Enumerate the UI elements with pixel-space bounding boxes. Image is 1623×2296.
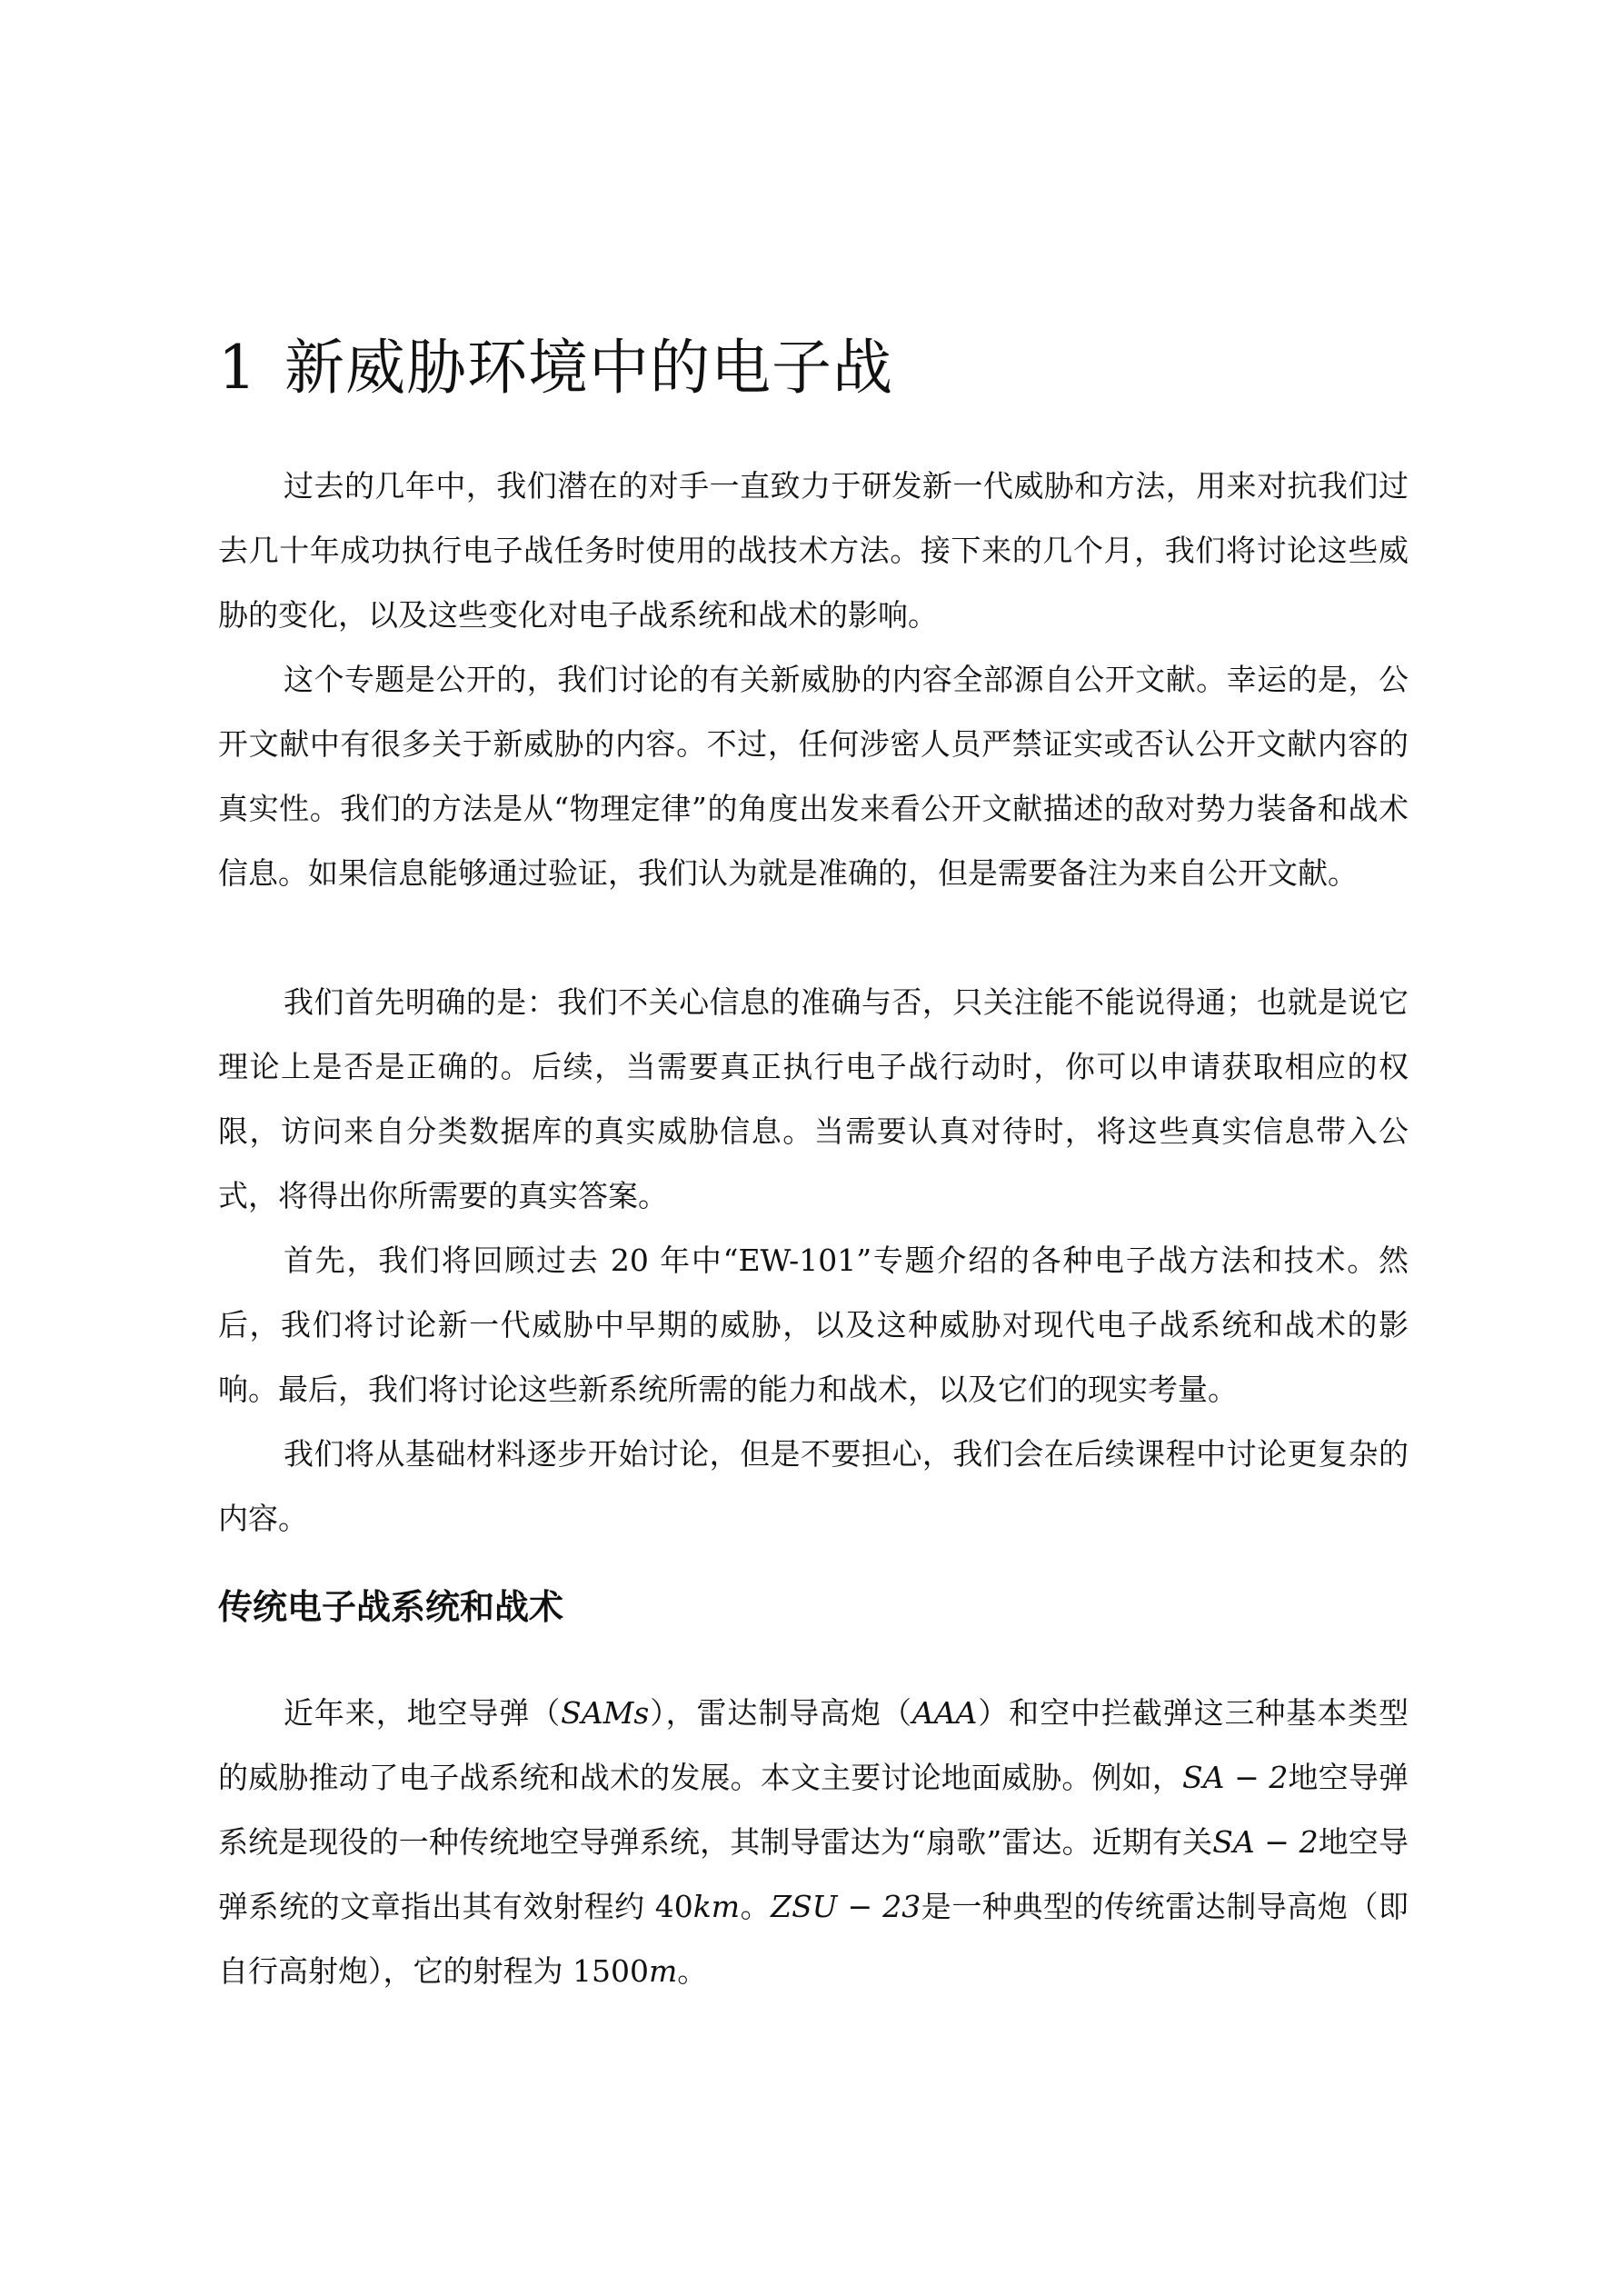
math-sa2: SA − 2 [1182,1760,1289,1795]
math-sams: SAMs [561,1695,650,1731]
paragraph-5: 我们将从基础材料逐步开始讨论，但是不要担心，我们会在后续课程中讨论更复杂的内容。 [218,1436,1409,1536]
text-run: 。 [677,1953,708,1989]
paragraph-4: 首先，我们将回顾过去 20 年中“EW-101”专题介绍的各种电子战方法和技术。然后，我们将讨论新一代威胁中早期的威胁，以及这种威胁对现代电子战系统和战术的影响。最后，我们将讨论这些新系统所需的能力和战术，以及它们的现实考量。 [218,1243,1409,1407]
section-heading: 传统电子战系统和战术 [218,1586,564,1627]
chapter-title-text: 新威胁环境中的电子战 [284,333,893,403]
text-run: 地空导弹系统的文章指出其有效射程约 40 [218,1824,1409,1924]
text-run: 地空导弹系统是现役的一种传统地空导弹系统，其制导雷达为“扇歌”雷达。近期有关 [218,1760,1409,1860]
math-km: km [692,1889,741,1924]
math-sa2: SA − 2 [1212,1824,1319,1860]
text-run: 。 [740,1889,772,1924]
math-aaa: AAA [911,1695,978,1731]
text-run: 是一种典型的传统雷达制导高炮（即自行高射炮），它的射程为 1500 [218,1889,1409,1989]
math-zsu23: ZSU − 23 [771,1889,921,1924]
chapter-number: 1 [218,333,257,403]
paragraph-2: 这个专题是公开的，我们讨论的有关新威胁的内容全部源自公开文献。幸运的是，公开文献中有很多关于新威胁的内容。不过，任何涉密人员严禁证实或否认公开文献内容的真实性。我们的方法是从“物理定律”的角度出发来看公开文献描述的敌对势力装备和战术信息。如果信息能够通过验证，我们认为就是准确的，但是需要备注为来自公开文献。 [218,662,1409,891]
chapter-title [218,327,893,409]
section-paragraph [218,1681,1409,2003]
text-run: ），雷达制导高炮（ [649,1695,912,1731]
paragraph-3: 我们首先明确的是：我们不关心信息的准确与否，只关注能不能说得通；也就是说它理论上是否是正确的。后续，当需要真正执行电子战行动时，你可以申请获取相应的权限，访问来自分类数据库的真实威胁信息。当需要认真对待时，将这些真实信息带入公式，将得出你所需要的真实答案。 [218,984,1409,1213]
math-m: m [648,1953,678,1989]
paragraph-1: 过去的几年中，我们潜在的对手一直致力于研发新一代威胁和方法，用来对抗我们过去几十年成功执行电子战任务时使用的战技术方法。接下来的几个月，我们将讨论这些威胁的变化，以及这些变化对电子战系统和战术的影响。 [218,468,1409,633]
text-run: ）和空中拦截弹这三种基本类型的威胁推动了电子战系统和战术的发展。本文主要讨论地面威胁。例如， [218,1695,1409,1795]
text-run: 近年来，地空导弹（ [284,1695,562,1731]
